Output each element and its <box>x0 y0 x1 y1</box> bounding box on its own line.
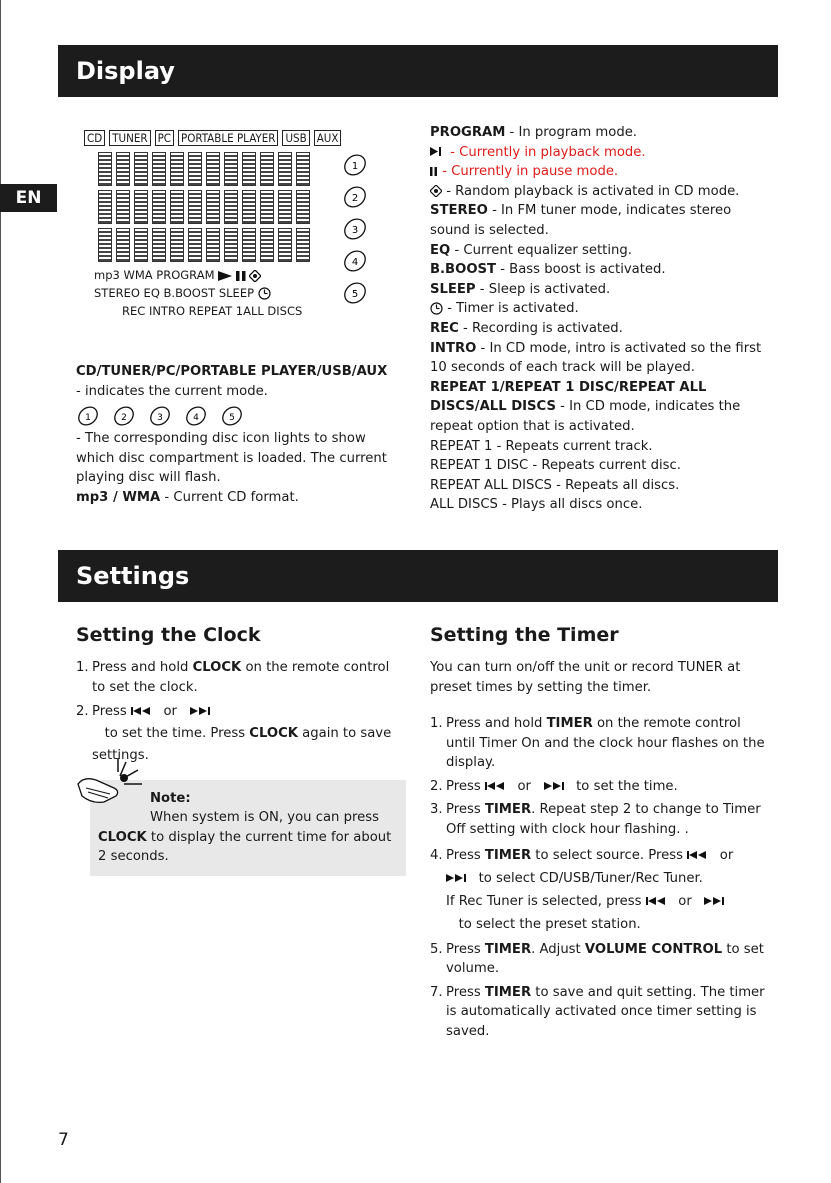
random-item: - Random playback is activated in CD mode. <box>430 182 770 202</box>
disc-icon <box>112 405 136 427</box>
skip-back-icon <box>646 897 666 905</box>
display-right-column <box>430 123 770 515</box>
stereo-item: STEREO - In FM tuner mode, indicates stereo sound is selected. <box>430 203 732 238</box>
clock-step-1: 1. Press and hold CLOCK on the remote control to set the clock. <box>76 660 390 695</box>
disc-icon <box>76 405 100 427</box>
svg-text:2: 2 <box>121 413 127 424</box>
svg-text:5: 5 <box>351 289 359 300</box>
alldiscs-item: ALL DISCS - Plays all discs once. <box>430 497 643 513</box>
page-edge-line <box>0 0 1 1183</box>
pause-icon <box>430 167 438 176</box>
clock-heading: Setting the Clock <box>76 624 261 646</box>
pause-item: - Currently in pause mode. <box>430 162 770 182</box>
lcd-indicator-row: REC INTRO REPEAT 1ALL DISCS <box>122 304 303 318</box>
mode-description: CD/TUNER/PC/PORTABLE PLAYER/USB/AUX - indicates the current mode. <box>76 364 388 399</box>
lcd-label: AUX <box>314 130 342 146</box>
skip-forward-icon <box>544 782 564 790</box>
skip-forward-icon <box>190 707 210 715</box>
svg-text:3: 3 <box>157 413 163 424</box>
disc-icon <box>342 152 368 178</box>
clock-steps <box>76 658 398 771</box>
clock-step-2: 2. Press or to set the time. Press CLOCK again to save settings. <box>76 704 392 764</box>
program-item: PROGRAM - In program mode. <box>430 125 637 140</box>
play-icon <box>218 271 232 281</box>
repeat1disc-item: REPEAT 1 DISC - Repeats current disc. <box>430 458 681 474</box>
random-icon <box>430 185 442 197</box>
svg-text:4: 4 <box>193 413 199 424</box>
timer-step-2: 2. Press or to set the time. <box>430 778 678 794</box>
disc-icon <box>148 405 172 427</box>
pause-icon <box>236 271 246 281</box>
play-item: - Currently in playback mode. <box>430 143 770 163</box>
lcd-label: PORTABLE PLAYER <box>178 130 278 146</box>
skip-back-icon <box>131 707 151 715</box>
lcd-label: USB <box>282 130 309 146</box>
play-pause-icon <box>430 147 446 156</box>
intro-item: INTRO - In CD mode, intro is activated so the first 10 seconds of each track will be played. <box>430 340 762 376</box>
repeat1-item: REPEAT 1 - Repeats current track. <box>430 438 653 454</box>
svg-text:3: 3 <box>351 225 359 236</box>
lcd-mode-labels <box>84 130 341 146</box>
disc-icons-row <box>76 405 394 427</box>
display-section-banner: Display <box>58 45 778 97</box>
disc-icon <box>220 405 244 427</box>
skip-back-icon <box>687 851 707 859</box>
lcd-segment-row <box>98 152 310 186</box>
disc-icon <box>184 405 208 427</box>
disc-icon <box>342 248 368 274</box>
settings-section-banner: Settings <box>58 550 778 602</box>
rec-item: REC - Recording is activated. <box>430 320 623 336</box>
disc-icon <box>342 184 368 210</box>
skip-forward-icon <box>704 897 724 905</box>
page-number: 7 <box>58 1130 69 1150</box>
language-tab: EN <box>0 184 57 212</box>
timer-step-1: 1. Press and hold TIMER on the remote control until Timer On and the clock hour flashes on the display. <box>430 716 765 771</box>
lcd-label: PC <box>155 130 174 146</box>
eq-item: EQ - Current equalizer setting. <box>430 242 632 258</box>
timer-step-5: 5. Press TIMER. Adjust VOLUME CONTROL to set volume. <box>430 941 764 977</box>
timer-step-4: 4. Press TIMER to select source. Press or to select CD/USB/Tuner/Rec Tuner. If Rec Tuner is selected, press or to select the preset station. <box>430 847 734 932</box>
skip-back-icon <box>485 782 505 790</box>
lcd-label: TUNER <box>109 130 150 146</box>
lcd-indicator-row: mp3 WMA PROGRAM <box>94 268 261 282</box>
repeatall-item: REPEAT ALL DISCS - Repeats all discs. <box>430 477 680 493</box>
lcd-segment-row <box>98 228 310 262</box>
timer-steps <box>430 714 766 1046</box>
clock-icon <box>430 302 443 315</box>
svg-text:5: 5 <box>229 413 235 424</box>
random-icon <box>249 270 261 282</box>
disc-description: - The corresponding disc icon lights to show which disc compartment is loaded. The current playing disc will flash. <box>76 431 387 486</box>
timer-item: - Timer is activated. <box>430 299 770 319</box>
svg-text:1: 1 <box>85 413 91 424</box>
svg-text:2: 2 <box>351 193 359 204</box>
skip-forward-icon <box>446 874 466 882</box>
lcd-segment-row <box>98 190 310 224</box>
timer-intro: You can turn on/off the unit or record TUNER at preset times by setting the timer. <box>430 660 741 695</box>
disc-icon <box>342 280 368 306</box>
lcd-illustration <box>84 130 384 320</box>
disc-icon <box>342 216 368 242</box>
repeat-item: REPEAT 1/REPEAT 1 DISC/REPEAT ALL DISCS/ALL DISCS - In CD mode, indicates the repeat option that is activated. <box>430 379 741 434</box>
bboost-item: B.BOOST - Bass boost is activated. <box>430 262 666 278</box>
svg-text:1: 1 <box>351 161 359 172</box>
lcd-indicator-row: STEREO EQ B.BOOST SLEEP <box>94 286 271 300</box>
lcd-disc-icons <box>342 152 368 312</box>
note-hand-icon <box>74 758 148 808</box>
timer-heading: Setting the Timer <box>430 624 619 646</box>
note-title: Note: <box>150 791 191 806</box>
timer-step-7: 7. Press TIMER to save and quit setting. The timer is automatically activated once timer setting is saved. <box>430 984 765 1039</box>
note-text: When system is ON, you can press CLOCK to display the current time for about 2 seconds. <box>98 810 392 865</box>
display-left-column <box>76 362 394 508</box>
lcd-label: CD <box>84 130 105 146</box>
timer-step-3: 3. Press TIMER. Repeat step 2 to change to Timer Off setting with clock hour flashing. . <box>430 802 761 837</box>
format-description: mp3 / WMA - Current CD format. <box>76 489 299 505</box>
sleep-item: SLEEP - Sleep is activated. <box>430 281 611 297</box>
clock-icon <box>258 287 271 300</box>
svg-text:4: 4 <box>351 257 359 268</box>
